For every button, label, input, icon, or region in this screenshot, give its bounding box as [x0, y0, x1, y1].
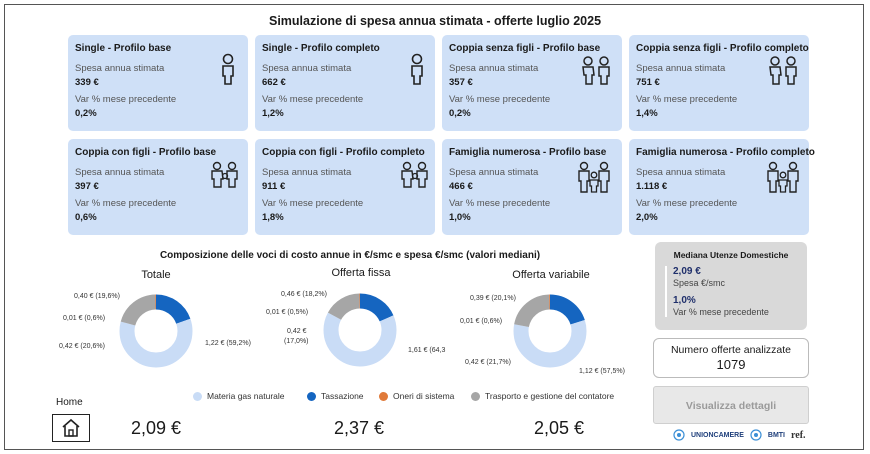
bmti-logo: BMTI [767, 431, 785, 439]
offers-count-card [653, 338, 809, 378]
card-family-base[interactable]: Coppia con figli - Profilo base Spesa annua stimata 397 € Var % mese precedente 0,6% [68, 139, 248, 235]
composition-title: Composizione delle voci di costo annue in €/smc e spesa €/smc (valori mediani) [159, 250, 541, 261]
median-price: 2,09 € [673, 266, 701, 277]
data-label: 0,42 € [287, 328, 307, 335]
couple-icon [580, 55, 612, 85]
card-couple-base[interactable]: Coppia senza figli - Profilo base Spesa annua stimata 357 € Var % mese precedente 0,2% [442, 35, 622, 131]
data-label: 0,01 € (0,5%) [266, 309, 309, 316]
card-family-complete[interactable]: Coppia con figli - Profilo completo Spesa annua stimata 911 € Var % mese precedente 1,8% [255, 139, 435, 235]
page-title: Simulazione di spesa annua stimata - offerte luglio 2025 [268, 14, 602, 28]
data-label: 0,01 € (0,6%) [460, 318, 503, 325]
donut-chart-fissa [320, 290, 400, 370]
donut-chart-totale [116, 291, 196, 371]
median-var: 1,0% [673, 295, 696, 306]
total-value-totale: 2,09 € [130, 418, 182, 438]
total-value-fissa: 2,37 € [333, 418, 385, 438]
median-title: Mediana Utenze Domestiche [673, 250, 789, 260]
unioncamere-logo-icon [673, 429, 685, 441]
legend-item-tassazione: Tassazione [307, 391, 364, 401]
home-button[interactable] [52, 414, 90, 442]
couple-icon [767, 55, 799, 85]
legend-swatch [379, 392, 388, 401]
view-details-button[interactable]: Visualizza dettagli [653, 386, 809, 424]
family-icon [210, 161, 240, 189]
data-label: 1,61 € (64,3 [408, 347, 446, 354]
data-label: 1,12 € (57,5%) [579, 368, 625, 375]
card-large-family-complete[interactable]: Famiglia numerosa - Profilo completo Spesa annua stimata 1.118 € Var % mese precedente 2,0% [629, 139, 809, 235]
card-couple-complete[interactable]: Coppia senza figli - Profilo completo Spesa annua stimata 751 € Var % mese precedente 1,4% [629, 35, 809, 131]
data-label: 0,42 € (21,7%) [465, 359, 511, 366]
bmti-logo-icon [750, 429, 762, 441]
median-price-label: Spesa €/smc [673, 278, 726, 288]
home-icon [53, 415, 89, 441]
family-icon [400, 161, 430, 189]
person-icon [218, 53, 238, 85]
total-value-variabile: 2,05 € [533, 418, 585, 438]
median-var-label: Var % mese precedente [673, 307, 769, 317]
legend-swatch [471, 392, 480, 401]
logos-strip [673, 429, 806, 441]
offers-label: Numero offerte analizzate [670, 344, 792, 356]
card-single-complete[interactable]: Single - Profilo completo Spesa annua stimata 662 € Var % mese precedente 1,2% [255, 35, 435, 131]
donut-title-totale: Totale [141, 269, 171, 281]
donut-title-fissa: Offerta fissa [331, 267, 391, 279]
legend-item-materia: Materia gas naturale [193, 391, 285, 401]
donut-title-variabile: Offerta variabile [512, 269, 590, 281]
dashboard-frame [4, 4, 864, 450]
legend-swatch [193, 392, 202, 401]
unioncamere-logo: UNIONCAMERE [691, 431, 744, 439]
legend-item-trasporto: Trasporto e gestione del contatore [471, 391, 614, 401]
data-label: 0,46 € (18,2%) [281, 291, 327, 298]
large-family-icon [766, 161, 800, 193]
legend-item-oneri: Oneri di sistema [379, 391, 454, 401]
large-family-icon [577, 161, 611, 193]
home-label: Home [56, 397, 83, 408]
card-large-family-base[interactable]: Famiglia numerosa - Profilo base Spesa annua stimata 466 € Var % mese precedente 1,0% [442, 139, 622, 235]
data-label: 0,40 € (19,6%) [74, 293, 120, 300]
data-label: 0,39 € (20,1%) [470, 295, 516, 302]
person-icon [407, 53, 427, 85]
data-label: 0,42 € (20,6%) [59, 343, 105, 350]
median-panel [655, 242, 807, 330]
data-label: 0,01 € (0,6%) [63, 315, 106, 322]
ref-logo: ref. [791, 429, 806, 441]
offers-value: 1079 [716, 357, 746, 372]
legend-swatch [307, 392, 316, 401]
donut-chart-variabile [510, 291, 590, 371]
card-single-base[interactable]: Single - Profilo base Spesa annua stimata 339 € Var % mese precedente 0,2% [68, 35, 248, 131]
data-label: 1,22 € (59,2%) [205, 340, 251, 347]
data-label: (17,0%) [284, 338, 309, 345]
